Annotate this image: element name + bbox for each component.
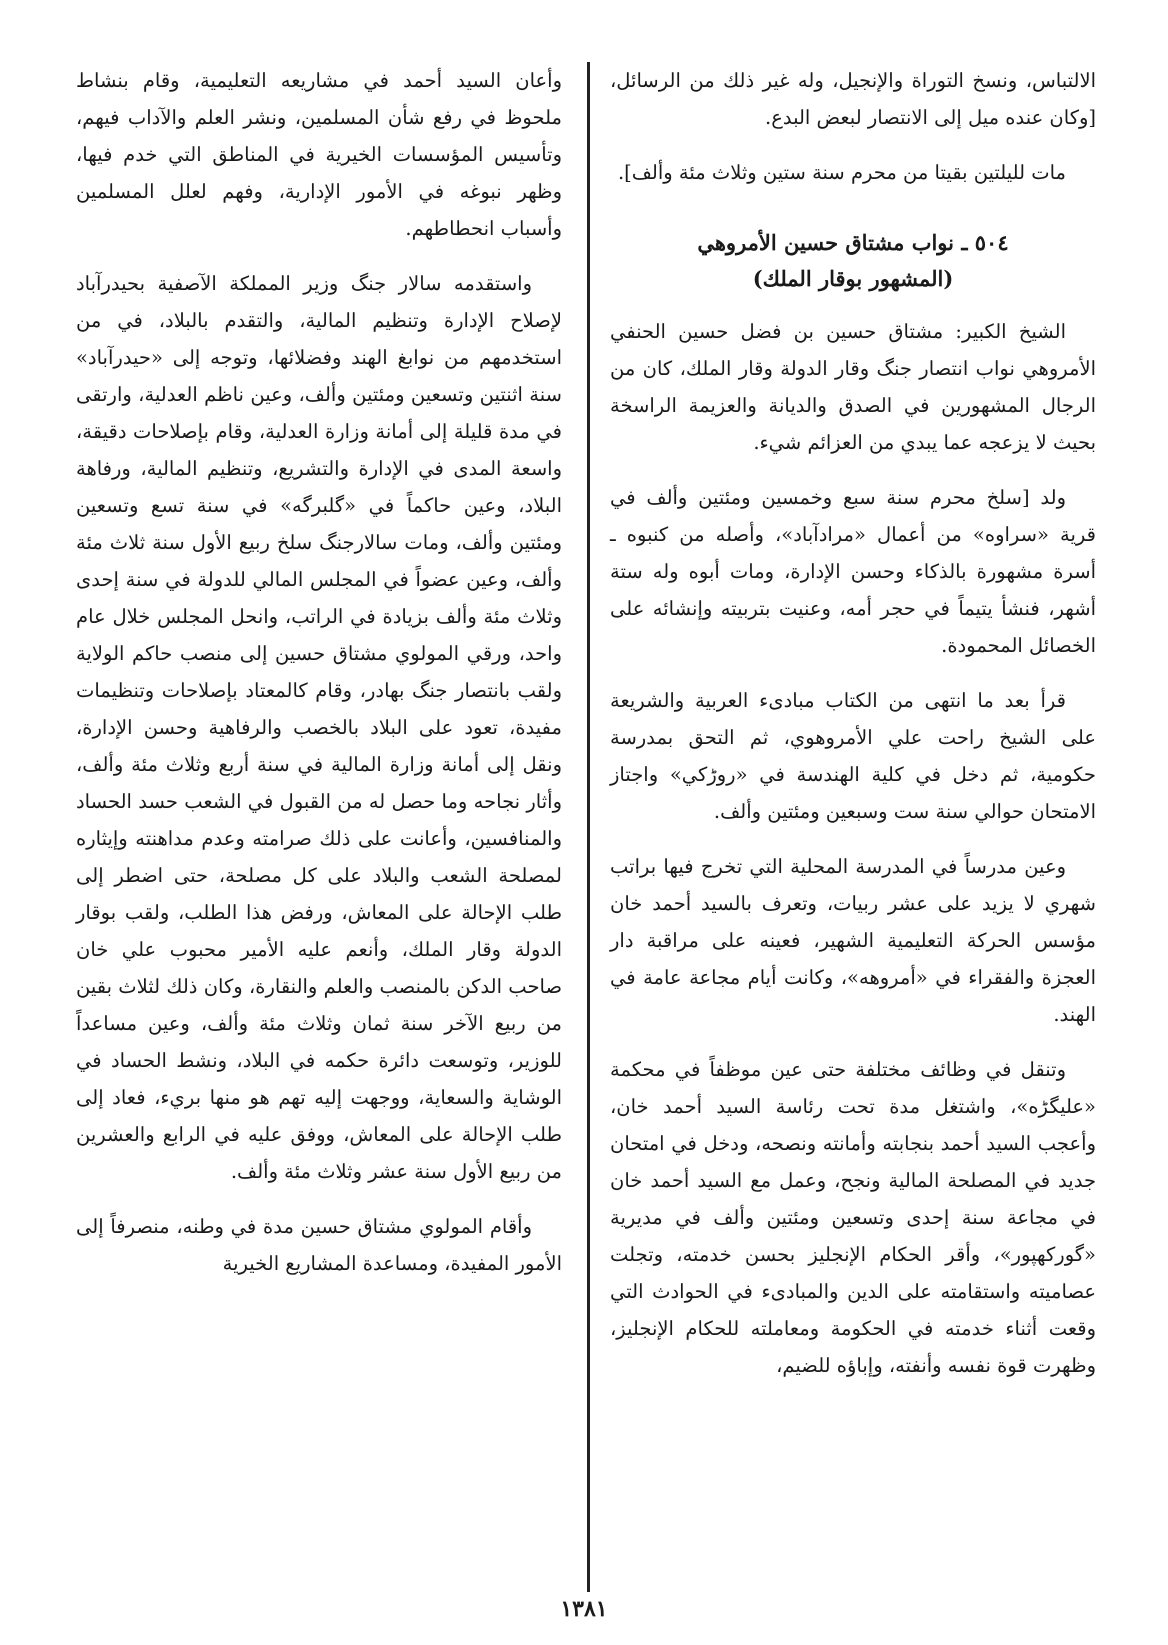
entry-title: ٥٠٤ ـ نواب مشتاق حسين الأمروهي bbox=[697, 230, 1009, 255]
biography-paragraph: وعين مدرساً في المدرسة المحلية التي تخرج فيها براتب شهري لا يزيد على عشر ربيات، وتعرف بالسيد أحمد خان مؤسس الحركة التعليمية الشهير، فعينه على مراقبة دار العجزة والفقراء في «أمروهه»، وكانت أيام مجاعة عامة في الهند. bbox=[610, 855, 1096, 1026]
page-number: ١٣٨١ bbox=[560, 1596, 608, 1622]
biography-paragraph: واستقدمه سالار جنگ وزير المملكة الآصفية بحيدرآباد لإصلاح الإدارة وتنظيم المالية، والتقدم بالبلاد، في من استخدمهم من نوابغ الهند وفضلائها، وتوجه إلى «حيدرآباد» سنة اثنتين وتسعين ومئتين وألف، وعين ناظم العدلية، وارتقى في مدة قليلة إلى أمانة وزارة العدلية، وقام بإصلاحات دقيقة، واسعة المدى في الإدارة والتشريع، وتنظيم المالية، ورفاهة البلاد، وعين حاكماً في «گلبرگه» في سنة تسع وتسعين ومئتين وألف، ومات سالارجنگ سلخ ربيع الأول سنة ثلاث مئة وألف، وعين عضواً في المجلس المالي للدولة في سنة إحدى وثلاث مئة وألف بزيادة في الراتب، وانحل المجلس خلال عام واحد، ورقي المولوي مشتاق حسين إلى منصب حاكم الولاية ولقب بانتصار جنگ بهادر، وقام كالمعتاد بإصلاحات وتنظيمات مفيدة، تعود على البلاد بالخصب والرفاهية وحسن الإدارة، ونقل إلى أمانة وزارة المالية في سنة أربع وثلاث مئة وألف، وأثار نجاحه وما حصل له من القبول في الشعب حسد الحساد والمنافسين، وأعانت على ذلك صرامته وعدم مداهنته وإيثاره لمصلحة الشعب والبلاد على كل مصلحة، حتى اضطر إلى طلب الإحالة على المعاش، ورفض هذا الطلب، ولقب بوقار الدولة وقار الملك، وأنعم عليه الأمير محبوب علي خان صاحب الدكن بالمنصب والعلم والنقارة، وكان ذلك لثلاث بقين من ربيع الآخر سنة ثمان وثلاث مئة وألف، وعين مساعداً للوزير، وتوسعت دائرة حكمه في البلاد، ونشط الحساد في الوشاية والسعاية، ووجهت إليه تهم هو منها بريء، فعاد إلى طلب الإحالة على المعاش، ووفق عليه في الرابع والعشرين من ربيع الأول سنة عشر وثلاث مئة وألف. bbox=[76, 272, 562, 1183]
death-date-paragraph: مات لليلتين بقيتا من محرم سنة ستين وثلاث مئة وألف]. bbox=[617, 161, 1066, 184]
right-column bbox=[610, 62, 1096, 1384]
entry-heading bbox=[610, 225, 1096, 297]
continued-paragraph: وأعان السيد أحمد في مشاريعه التعليمية، وقام بنشاط ملحوظ في رفع شأن المسلمين، ونشر العلم والآداب فيهم، وتأسيس المؤسسات الخيرية في المناطق التي خدم فيها، وظهر نبوغه في الأمور الإدارية، وفهم لعلل المسلمين وأسباب انحطاطهم. bbox=[76, 69, 562, 240]
biography-paragraph: الشيخ الكبير: مشتاق حسين بن فضل حسين الحنفي الأمروهي نواب انتصار جنگ وقار الدولة وقار الملك، كان من الرجال المشهورين في الصدق والديانة والعزيمة الراسخة بحيث لا يزعجه عما يبدي من العزائم شيء. bbox=[610, 320, 1096, 454]
biography-paragraph: وأقام المولوي مشتاق حسين مدة في وطنه، منصرفاً إلى الأمور المفيدة، ومساعدة المشاريع الخيرية bbox=[76, 1215, 562, 1275]
column-divider bbox=[587, 62, 590, 1592]
biography-paragraph: ولد [سلخ محرم سنة سبع وخمسين ومئتين وألف في قرية «سراوه» من أعمال «مرادآباد»، وأصله من كنبوه ـ أسرة مشهورة بالذكاء وحسن الإدارة، ومات أبوه وله ستة أشهر، فنشأ يتيماً في حجر أمه، وعنيت بتربيته وإنشائه على الخصائل المحمودة. bbox=[610, 486, 1096, 657]
left-column bbox=[76, 62, 562, 1282]
continued-paragraph: الالتباس، ونسخ التوراة والإنجيل، وله غير ذلك من الرسائل، [وكان عنده ميل إلى الانتصار لبعض البدع. bbox=[610, 69, 1096, 129]
biography-paragraph: قرأ بعد ما انتهى من الكتاب مبادىء العربية والشريعة على الشيخ راحت علي الأمروهوي، ثم التحق بمدرسة حكومية، ثم دخل في كلية الهندسة في «روڑكي» واجتاز الامتحان حوالي سنة ست وسبعين ومئتين وألف. bbox=[610, 689, 1096, 823]
biography-paragraph: وتنقل في وظائف مختلفة حتى عين موظفاً في محكمة «عليگڑه»، واشتغل مدة تحت رئاسة السيد أحمد خان، وأعجب السيد أحمد بنجابته وأمانته ونصحه، ودخل في امتحان جديد في المصلحة المالية ونجح، وعمل مع السيد أحمد خان في مجاعة سنة إحدى وتسعين ومئتين وألف في مديرية «گوركهپور»، وأقر الحكام الإنجليز بحسن خدمته، وتجلت عصاميته واستقامته على الدين والمبادىء في الحوادث التي وقعت أثناء خدمته في الحكومة ومعاملته للحكام الإنجليز، وظهرت قوة نفسه وأنفته، وإباؤه للضيم، bbox=[610, 1058, 1096, 1377]
entry-subtitle: (المشهور بوقار الملك) bbox=[752, 266, 954, 291]
